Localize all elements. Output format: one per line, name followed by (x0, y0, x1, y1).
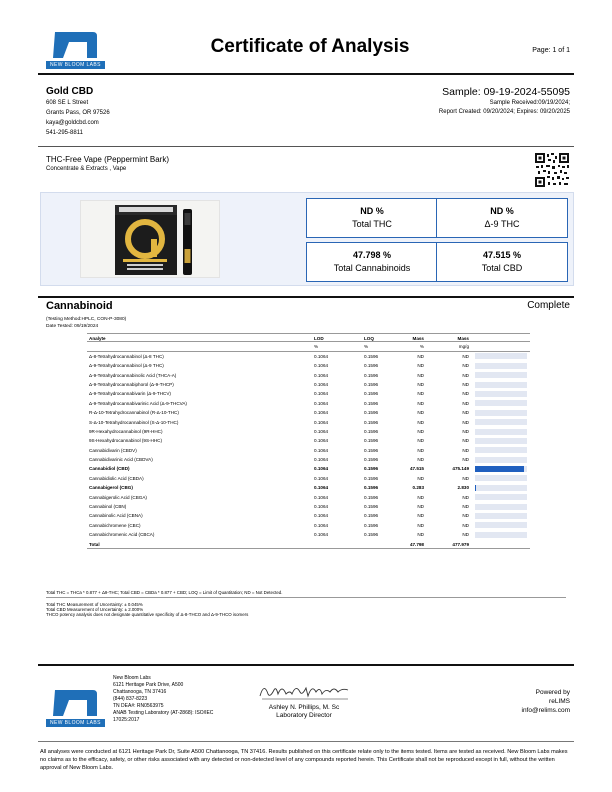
total-cbd-card (436, 242, 568, 282)
powered-by (522, 688, 571, 715)
lod-cell: 0.1064 (314, 447, 329, 453)
mass-pct-cell: ND (417, 457, 424, 463)
mass-mg-cell: ND (462, 475, 469, 481)
footnote-rule (46, 597, 566, 598)
mass-pct-cell: ND (417, 391, 424, 397)
mass-pct-cell: ND (417, 513, 424, 519)
loq-cell: 0.1596 (364, 494, 379, 500)
analyte-cell: Δ-9-Tetrahydrocannabiphorol (Δ-9-THCP) (89, 381, 174, 387)
client-address-line1: 608 SE L Street (46, 100, 89, 106)
col-analyte: Analyte (89, 336, 106, 341)
mass-mg-cell: ND (462, 353, 469, 359)
page-number: Page: 1 of 1 (532, 47, 570, 54)
table-row (87, 418, 530, 427)
col-mass-pct: Mass (412, 336, 424, 341)
lab-phone: (844) 837-8223 (113, 696, 148, 702)
analyte-cell: Cannabidivarin (CBDV) (89, 447, 137, 453)
mass-pct-cell: ND (417, 522, 424, 528)
total-cannabinoids-card (306, 242, 438, 282)
sample-received: Sample Received:09/19/2024; (489, 100, 570, 106)
table-row (87, 427, 530, 436)
table-row (87, 352, 530, 361)
lod-cell: 0.1064 (314, 504, 329, 510)
mass-pct-cell: ND (417, 372, 424, 378)
analyte-cell: 9S-Hexahydrocannabinol (9S-HHC) (89, 438, 163, 444)
section-rule (38, 296, 574, 298)
lod-cell: 0.1064 (314, 428, 329, 434)
section-title: Cannabinoid (46, 300, 113, 312)
delta9-thc-card (436, 198, 568, 238)
lab-address-line1: 6121 Heritage Park Drive, A500 (113, 682, 184, 688)
table-row (87, 530, 530, 539)
lod-cell: 0.1064 (314, 419, 329, 425)
client-phone: 541-295-8811 (46, 130, 83, 136)
table-units (87, 342, 530, 351)
lod-cell: 0.1064 (314, 466, 329, 472)
analyte-cell: Cannabinol (CBN) (89, 504, 127, 510)
loq-cell: 0.1596 (364, 466, 379, 472)
table-row (87, 464, 530, 473)
analyte-cell: S-Δ-10-Tetrahydrocannabinol (S-Δ-10-THC) (89, 419, 179, 425)
testing-method-text: (Testing Method:HPLC, CON-P-3080) (46, 317, 127, 322)
bar-track (475, 522, 527, 528)
bar-fill (475, 485, 476, 491)
powered-by-email[interactable]: info@relims.com (521, 707, 570, 714)
mass-pct-cell: 0.283 (412, 485, 424, 491)
mass-pct-cell: ND (417, 532, 424, 538)
unit-lod: % (314, 344, 319, 350)
signer-name: Ashley N. Phillips, M. Sc (268, 704, 340, 711)
powered-by-label: Powered by (535, 689, 570, 696)
analyte-cell: Cannabigerolic Acid (CBGA) (89, 494, 147, 500)
unit-mass-pct: % (419, 344, 424, 350)
cannabinoid-table (87, 333, 530, 549)
total-mg: 477.979 (452, 541, 469, 547)
total-cannabinoids-value: 47.798 % (352, 250, 392, 260)
lab-logo-icon (51, 30, 99, 60)
total-thc-label: Total THC (352, 219, 392, 229)
loq-cell: 0.1596 (364, 391, 379, 397)
mass-pct-cell: ND (417, 475, 424, 481)
product-category: Concentrate & Extracts , Vape (46, 166, 127, 172)
bar-track (475, 438, 527, 444)
sample-info (439, 85, 570, 117)
product-photo (80, 200, 220, 278)
powered-by-vendor: reLIMS (549, 698, 570, 705)
report-dates: Report Created: 09/20/2024; Expires: 09/20/2025 (438, 109, 570, 115)
mass-mg-cell: ND (462, 372, 469, 378)
table-row (87, 502, 530, 511)
mass-mg-cell: 475.149 (452, 466, 469, 472)
table-body (87, 352, 530, 540)
total-thc-card (306, 198, 438, 238)
loq-cell: 0.1596 (364, 428, 379, 434)
total-pct: 47.798 (409, 541, 424, 547)
table-row (87, 436, 530, 445)
analyte-cell: Δ-9-Tetrahydrocannabinol (Δ-9 THC) (89, 363, 164, 369)
client-rule (38, 146, 574, 147)
total-thc-value: ND % (360, 206, 384, 216)
mass-mg-cell: ND (462, 391, 469, 397)
analyte-cell: Δ-8-Tetrahydrocannabinol (Δ-8 THC) (89, 353, 164, 359)
delta9-thc-label: Δ-9 THC (484, 219, 520, 229)
mass-pct-cell: ND (417, 410, 424, 416)
loq-cell: 0.1596 (364, 522, 379, 528)
lod-cell: 0.1064 (314, 363, 329, 369)
definitions-note: Total THC = THCa * 0.877 + Δ9-THC; Total CBD = CBDa * 0.877 + CBD; LOQ = Limit of Quantitation; ND = Not Detected. (46, 590, 283, 595)
loq-cell: 0.1596 (364, 475, 379, 481)
section-status: Complete (527, 300, 570, 311)
mass-pct-cell: ND (417, 494, 424, 500)
lab-anab: ANAB Testing Laboratory (AT-2868): ISO/IEC (113, 710, 214, 716)
loq-cell: 0.1596 (364, 447, 379, 453)
thco-note: THCO potency analysis does not designate quantitative specificity of Δ-8-THCO and Δ-9-THCO isomers (46, 612, 249, 617)
table-row (87, 380, 530, 389)
analyte-cell: Δ-9-Tetrahydrocannabivarinic Acid (Δ-9-THCVA) (89, 400, 187, 406)
product-info (46, 154, 169, 174)
footer-lab-logo (46, 688, 105, 727)
table-row (87, 493, 530, 502)
client-info (46, 86, 110, 138)
bar-track (475, 419, 527, 425)
bar-track (475, 485, 527, 491)
analyte-cell: 9R-Hexahydrocannabinol (9R-HHC) (89, 428, 163, 434)
mass-pct-cell: ND (417, 419, 424, 425)
mass-pct-cell: ND (417, 363, 424, 369)
total-cannabinoids-label: Total Cannabinoids (333, 263, 411, 273)
bar-track (475, 410, 527, 416)
analyte-cell: Cannabidiolic Acid (CBDA) (89, 475, 144, 481)
lod-cell: 0.1064 (314, 457, 329, 463)
signer-title: Laboratory Director (276, 712, 332, 719)
col-loq: LOQ (364, 336, 374, 341)
footer-lab-logo-icon (51, 688, 99, 718)
loq-cell: 0.1596 (364, 363, 379, 369)
bar-track (475, 504, 527, 510)
mass-mg-cell: ND (462, 419, 469, 425)
lod-cell: 0.1064 (314, 381, 329, 387)
total-label: Total (89, 541, 100, 547)
table-row (87, 361, 530, 370)
loq-cell: 0.1596 (364, 372, 379, 378)
bar-track (475, 363, 527, 369)
analyte-cell: Cannabichromene (CBC) (89, 522, 141, 528)
table-header (87, 333, 530, 342)
total-cbd-label: Total CBD (481, 263, 523, 273)
total-cbd-value: 47.515 % (482, 250, 522, 260)
mass-mg-cell: ND (462, 428, 469, 434)
analyte-cell: Cannabidiol (CBD) (89, 466, 130, 472)
analyte-cell: Cannabidivarinic Acid (CBDVA) (89, 457, 153, 463)
lod-cell: 0.1064 (314, 494, 329, 500)
footer-lab-logo-text: NEW BLOOM LABS (46, 719, 105, 727)
header-rule (38, 73, 574, 75)
sample-id: Sample: 09-19-2024-55095 (442, 86, 570, 98)
table-total-row (87, 540, 530, 549)
loq-cell: 0.1596 (364, 381, 379, 387)
signature-block (248, 680, 360, 720)
bar-track (475, 457, 527, 463)
unit-mass-mg: mg/g (458, 344, 469, 350)
lod-cell: 0.1064 (314, 400, 329, 406)
bar-track (475, 400, 527, 406)
page-title: Certificate of Analysis (210, 36, 410, 57)
lod-cell: 0.1064 (314, 532, 329, 538)
lod-cell: 0.1064 (314, 513, 329, 519)
client-email: kaya@goldcbd.com (46, 120, 99, 126)
loq-cell: 0.1596 (364, 504, 379, 510)
bar-track (475, 429, 527, 435)
client-name: Gold CBD (46, 86, 94, 97)
lod-cell: 0.1064 (314, 410, 329, 416)
table-row (87, 521, 530, 530)
bar-track (475, 513, 527, 519)
delta9-thc-value: ND % (490, 206, 514, 216)
lab-name: New Bloom Labs (113, 675, 151, 681)
lab-dea: TN DEA#: RN0563975 (113, 703, 164, 709)
mass-pct-cell: ND (417, 353, 424, 359)
bar-track (475, 494, 527, 500)
unit-loq: % (364, 344, 369, 350)
cbd-uncertainty-note: Total CBD Measurement of Uncertainty: ± 2.000% (46, 607, 144, 612)
lod-cell: 0.1064 (314, 372, 329, 378)
mass-mg-cell: 2.830 (457, 485, 469, 491)
lab-address-line2: Chattanooga, TN 37416 (113, 689, 167, 695)
bar-track (475, 382, 527, 388)
table-row (87, 483, 530, 492)
mass-pct-cell: ND (417, 438, 424, 444)
mass-mg-cell: ND (462, 532, 469, 538)
bar-track (475, 447, 527, 453)
table-row (87, 389, 530, 398)
lod-cell: 0.1064 (314, 485, 329, 491)
lod-cell: 0.1064 (314, 353, 329, 359)
loq-cell: 0.1596 (364, 419, 379, 425)
signature-icon (256, 680, 352, 702)
lab-iso: 17025:2017 (113, 717, 140, 723)
client-address-line2: Grants Pass, OR 97526 (46, 110, 110, 116)
bar-fill (475, 466, 524, 472)
mass-mg-cell: ND (462, 522, 469, 528)
mass-mg-cell: ND (462, 400, 469, 406)
mass-mg-cell: ND (462, 381, 469, 387)
mass-mg-cell: ND (462, 447, 469, 453)
bar-track (475, 391, 527, 397)
lod-cell: 0.1064 (314, 438, 329, 444)
lod-cell: 0.1064 (314, 522, 329, 528)
mass-mg-cell: ND (462, 363, 469, 369)
bar-track (475, 475, 527, 481)
mass-mg-cell: ND (462, 438, 469, 444)
mass-pct-cell: ND (417, 428, 424, 434)
loq-cell: 0.1596 (364, 400, 379, 406)
qr-code-icon[interactable] (534, 152, 570, 188)
loq-cell: 0.1596 (364, 438, 379, 444)
analyte-cell: Δ-9-Tetrahydrocannabivarin (Δ-9-THCV) (89, 391, 171, 397)
lab-address (113, 675, 213, 724)
lab-logo (46, 30, 105, 69)
mass-pct-cell: 47.515 (409, 466, 424, 472)
mass-pct-cell: ND (417, 504, 424, 510)
lod-cell: 0.1064 (314, 475, 329, 481)
disclaimer-rule (38, 741, 574, 742)
mass-pct-cell: ND (417, 400, 424, 406)
testing-method (46, 316, 126, 330)
table-row (87, 474, 530, 483)
product-package-icon (81, 201, 221, 279)
loq-cell: 0.1596 (364, 513, 379, 519)
product-name: THC-Free Vape (Peppermint Bark) (46, 155, 169, 164)
table-row (87, 371, 530, 380)
bar-track (475, 353, 527, 359)
mass-pct-cell: ND (417, 447, 424, 453)
table-row (87, 408, 530, 417)
footnotes (46, 590, 566, 617)
table-row (87, 455, 530, 464)
mass-mg-cell: ND (462, 494, 469, 500)
table-row (87, 399, 530, 408)
mass-mg-cell: ND (462, 504, 469, 510)
analyte-cell: R-Δ-10-Tetrahydrocannabinol (R-Δ-10-THC) (89, 410, 179, 416)
mass-pct-cell: ND (417, 381, 424, 387)
table-row (87, 446, 530, 455)
analyte-cell: Cannabigerol (CBG) (89, 485, 133, 491)
loq-cell: 0.1596 (364, 485, 379, 491)
footer-rule (38, 664, 574, 666)
loq-cell: 0.1596 (364, 410, 379, 416)
col-mass-mg: Mass (457, 336, 469, 341)
col-lod: LOD (314, 336, 324, 341)
mass-mg-cell: ND (462, 410, 469, 416)
lab-logo-text: NEW BLOOM LABS (46, 61, 105, 69)
loq-cell: 0.1596 (364, 532, 379, 538)
table-row (87, 511, 530, 520)
loq-cell: 0.1596 (364, 457, 379, 463)
mass-mg-cell: ND (462, 457, 469, 463)
lod-cell: 0.1064 (314, 391, 329, 397)
thc-uncertainty-note: Total THC Measurement of Uncertainty: ± 0.045% (46, 602, 143, 607)
mass-mg-cell: ND (462, 513, 469, 519)
loq-cell: 0.1596 (364, 353, 379, 359)
analyte-cell: Cannabinolic Acid (CBNA) (89, 513, 143, 519)
date-tested: Date Tested: 09/19/2024 (46, 324, 99, 329)
bar-track (475, 372, 527, 378)
bar-track (475, 532, 527, 538)
disclaimer-text: All analyses were conducted at 6121 Heritage Park Dr, Suite A500 Chattanooga, TN 37416. Results published on this certificate relate only to the items tested. Items are tested as received. New Bloom Labs makes no claims as to the efficacy, safety, or other risks associated with any detected or non-detected level of any compounds reported herein. This Certificate shall not be reproduced except in full, without the written approval of New Bloom Labs. (40, 749, 568, 771)
analyte-cell: Δ-9-Tetrahydrocannabinolic Acid (THCA-A) (89, 372, 177, 378)
analyte-cell: Cannabichromenic Acid (CBCA) (89, 532, 155, 538)
